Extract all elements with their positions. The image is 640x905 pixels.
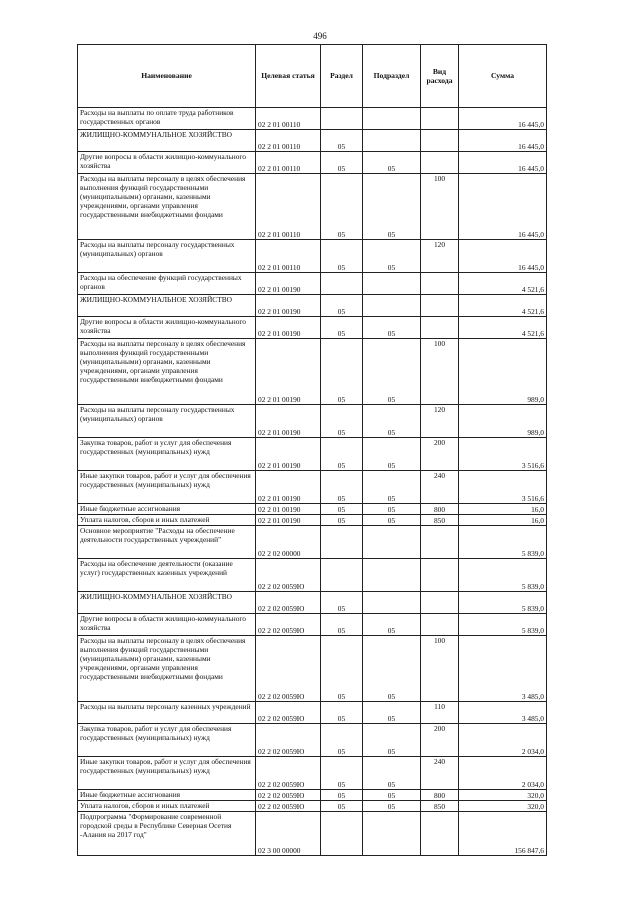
cell-kind: 200 bbox=[421, 724, 459, 757]
cell-kind bbox=[421, 614, 459, 636]
cell-article: 02 2 02 0059Ю bbox=[256, 790, 321, 801]
cell-subsection: 05 bbox=[363, 240, 421, 273]
cell-section: 05 bbox=[321, 724, 363, 757]
cell-kind: 100 bbox=[421, 636, 459, 702]
cell-section bbox=[321, 812, 363, 856]
cell-sum: 4 521,6 bbox=[459, 317, 547, 339]
cell-subsection bbox=[363, 130, 421, 152]
cell-subsection: 05 bbox=[363, 438, 421, 471]
cell-sum: 16 445,0 bbox=[459, 108, 547, 130]
cell-section: 05 bbox=[321, 504, 363, 515]
cell-sum: 2 034,0 bbox=[459, 757, 547, 790]
cell-name: Другие вопросы в области жилищно-коммунального хозяйства bbox=[78, 317, 256, 339]
cell-article: 02 2 02 0059Ю bbox=[256, 724, 321, 757]
table-row bbox=[78, 504, 547, 515]
cell-section: 05 bbox=[321, 174, 363, 240]
cell-sum: 3 485,0 bbox=[459, 636, 547, 702]
cell-subsection bbox=[363, 592, 421, 614]
cell-name: Расходы на выплаты персоналу в целях обеспечения выполнения функций государственными (муниципальными) органами, казенными учреждениями, органами управления государственными внебюджетными фондами bbox=[78, 174, 256, 240]
cell-sum: 16 445,0 bbox=[459, 174, 547, 240]
cell-name: Расходы на обеспечение функций государственных органов bbox=[78, 273, 256, 295]
cell-name: Другие вопросы в области жилищно-коммунального хозяйства bbox=[78, 152, 256, 174]
cell-name: Уплата налогов, сборов и иных платежей bbox=[78, 515, 256, 526]
cell-article: 02 2 02 0059Ю bbox=[256, 592, 321, 614]
cell-subsection: 05 bbox=[363, 801, 421, 812]
cell-article: 02 2 01 00110 bbox=[256, 108, 321, 130]
cell-article: 02 2 01 00110 bbox=[256, 174, 321, 240]
table-row bbox=[78, 405, 547, 438]
cell-kind: 120 bbox=[421, 240, 459, 273]
cell-name: Расходы на выплаты персоналу государственных (муниципальных) органов bbox=[78, 405, 256, 438]
header-sum: Сумма bbox=[459, 45, 547, 108]
cell-name: Закупка товаров, работ и услуг для обеспечения государственных (муниципальных) нужд bbox=[78, 438, 256, 471]
cell-sum: 3 485,0 bbox=[459, 702, 547, 724]
cell-sum: 16,0 bbox=[459, 515, 547, 526]
cell-kind: 850 bbox=[421, 801, 459, 812]
cell-article: 02 2 02 0059Ю bbox=[256, 702, 321, 724]
header-section: Раздел bbox=[321, 45, 363, 108]
cell-kind: 100 bbox=[421, 339, 459, 405]
cell-name: Основное мероприятие "Расходы на обеспечение деятельности государственных учреждений" bbox=[78, 526, 256, 559]
table-row bbox=[78, 801, 547, 812]
cell-name: ЖИЛИЩНО-КОММУНАЛЬНОЕ ХОЗЯЙСТВО bbox=[78, 130, 256, 152]
table-row bbox=[78, 317, 547, 339]
cell-article: 02 2 01 00190 bbox=[256, 515, 321, 526]
cell-sum: 16,0 bbox=[459, 504, 547, 515]
cell-sum: 4 521,6 bbox=[459, 295, 547, 317]
cell-article: 02 2 01 00190 bbox=[256, 317, 321, 339]
cell-name: Подпрограмма "Формирование современной городской среды в Республике Северная Осетия -Алания на 2017 год" bbox=[78, 812, 256, 856]
cell-sum: 3 516,6 bbox=[459, 438, 547, 471]
cell-kind bbox=[421, 295, 459, 317]
cell-sum: 5 839,0 bbox=[459, 559, 547, 592]
cell-article: 02 3 00 00000 bbox=[256, 812, 321, 856]
cell-name: Расходы на выплаты персоналу казенных учреждений bbox=[78, 702, 256, 724]
page-number: 496 bbox=[313, 31, 327, 41]
cell-name: Расходы на выплаты персоналу государственных (муниципальных) органов bbox=[78, 240, 256, 273]
cell-kind: 240 bbox=[421, 471, 459, 504]
cell-sum: 156 847,6 bbox=[459, 812, 547, 856]
table-row bbox=[78, 130, 547, 152]
cell-article: 02 2 02 0059Ю bbox=[256, 614, 321, 636]
header-kind: Вид расхода bbox=[421, 45, 459, 108]
cell-section: 05 bbox=[321, 438, 363, 471]
cell-section: 05 bbox=[321, 317, 363, 339]
table-row bbox=[78, 438, 547, 471]
cell-article: 02 2 02 0059Ю bbox=[256, 801, 321, 812]
cell-section: 05 bbox=[321, 790, 363, 801]
cell-subsection: 05 bbox=[363, 152, 421, 174]
table-row bbox=[78, 702, 547, 724]
cell-name: Уплата налогов, сборов и иных платежей bbox=[78, 801, 256, 812]
cell-article: 02 2 02 00000 bbox=[256, 526, 321, 559]
table-row bbox=[78, 636, 547, 702]
cell-subsection: 05 bbox=[363, 317, 421, 339]
cell-name: Закупка товаров, работ и услуг для обеспечения государственных (муниципальных) нужд bbox=[78, 724, 256, 757]
cell-kind bbox=[421, 130, 459, 152]
cell-section: 05 bbox=[321, 757, 363, 790]
cell-section: 05 bbox=[321, 592, 363, 614]
table-row bbox=[78, 108, 547, 130]
cell-subsection bbox=[363, 526, 421, 559]
cell-kind bbox=[421, 108, 459, 130]
table-row bbox=[78, 757, 547, 790]
cell-kind bbox=[421, 812, 459, 856]
cell-kind bbox=[421, 273, 459, 295]
cell-article: 02 2 01 00110 bbox=[256, 240, 321, 273]
cell-kind: 200 bbox=[421, 438, 459, 471]
cell-article: 02 2 02 0059Ю bbox=[256, 559, 321, 592]
cell-article: 02 2 01 00190 bbox=[256, 295, 321, 317]
table-row bbox=[78, 174, 547, 240]
cell-sum: 3 516,6 bbox=[459, 471, 547, 504]
table-row bbox=[78, 295, 547, 317]
cell-kind: 850 bbox=[421, 515, 459, 526]
header-name: Наименование bbox=[78, 45, 256, 108]
cell-section bbox=[321, 108, 363, 130]
cell-section: 05 bbox=[321, 152, 363, 174]
table-row bbox=[78, 559, 547, 592]
cell-sum: 16 445,0 bbox=[459, 240, 547, 273]
cell-subsection: 05 bbox=[363, 339, 421, 405]
table-row bbox=[78, 526, 547, 559]
cell-name: Расходы на обеспечение деятельности (оказание услуг) государственных казенных учреждений bbox=[78, 559, 256, 592]
cell-name: ЖИЛИЩНО-КОММУНАЛЬНОЕ ХОЗЯЙСТВО bbox=[78, 592, 256, 614]
cell-subsection bbox=[363, 559, 421, 592]
cell-sum: 5 839,0 bbox=[459, 526, 547, 559]
cell-name: ЖИЛИЩНО-КОММУНАЛЬНОЕ ХОЗЯЙСТВО bbox=[78, 295, 256, 317]
cell-section: 05 bbox=[321, 636, 363, 702]
cell-section: 05 bbox=[321, 405, 363, 438]
cell-article: 02 2 02 0059Ю bbox=[256, 636, 321, 702]
cell-sum: 5 839,0 bbox=[459, 592, 547, 614]
cell-kind bbox=[421, 559, 459, 592]
cell-subsection: 05 bbox=[363, 405, 421, 438]
cell-subsection: 05 bbox=[363, 174, 421, 240]
cell-subsection: 05 bbox=[363, 614, 421, 636]
cell-name: Расходы на выплаты персоналу в целях обеспечения выполнения функций государственными (муниципальными) органами, казенными учреждениями, органами управления государственными внебюджетными фондами bbox=[78, 636, 256, 702]
cell-sum: 989,0 bbox=[459, 339, 547, 405]
cell-subsection bbox=[363, 812, 421, 856]
table-row bbox=[78, 240, 547, 273]
cell-section bbox=[321, 273, 363, 295]
cell-name: Расходы на выплаты персоналу в целях обеспечения выполнения функций государственными (муниципальными) органами, казенными учреждениями, органами управления государственными внебюджетными фондами bbox=[78, 339, 256, 405]
cell-section: 05 bbox=[321, 614, 363, 636]
cell-kind bbox=[421, 317, 459, 339]
header-subsection: Подраздел bbox=[363, 45, 421, 108]
cell-article: 02 2 01 00190 bbox=[256, 273, 321, 295]
cell-kind bbox=[421, 592, 459, 614]
table-row bbox=[78, 273, 547, 295]
cell-article: 02 2 01 00110 bbox=[256, 130, 321, 152]
cell-sum: 16 445,0 bbox=[459, 152, 547, 174]
table-row bbox=[78, 152, 547, 174]
cell-name: Другие вопросы в области жилищно-коммунального хозяйства bbox=[78, 614, 256, 636]
header-article: Целевая статья bbox=[256, 45, 321, 108]
cell-article: 02 2 01 00190 bbox=[256, 504, 321, 515]
table-row bbox=[78, 471, 547, 504]
cell-article: 02 2 01 00190 bbox=[256, 471, 321, 504]
cell-subsection: 05 bbox=[363, 790, 421, 801]
cell-name: Иные бюджетные ассигнования bbox=[78, 504, 256, 515]
cell-subsection: 05 bbox=[363, 702, 421, 724]
cell-article: 02 2 02 0059Ю bbox=[256, 757, 321, 790]
cell-sum: 16 445,0 bbox=[459, 130, 547, 152]
cell-sum: 4 521,6 bbox=[459, 273, 547, 295]
cell-article: 02 2 01 00190 bbox=[256, 339, 321, 405]
cell-section bbox=[321, 526, 363, 559]
cell-article: 02 2 01 00190 bbox=[256, 405, 321, 438]
table-row bbox=[78, 592, 547, 614]
cell-name: Иные бюджетные ассигнования bbox=[78, 790, 256, 801]
cell-sum: 320,0 bbox=[459, 790, 547, 801]
cell-subsection: 05 bbox=[363, 724, 421, 757]
cell-section: 05 bbox=[321, 515, 363, 526]
cell-subsection bbox=[363, 295, 421, 317]
table-header-row bbox=[78, 45, 547, 108]
table-row bbox=[78, 790, 547, 801]
cell-kind: 100 bbox=[421, 174, 459, 240]
cell-section bbox=[321, 559, 363, 592]
cell-article: 02 2 01 00110 bbox=[256, 152, 321, 174]
table-row bbox=[78, 339, 547, 405]
cell-sum: 2 034,0 bbox=[459, 724, 547, 757]
cell-name: Иные закупки товаров, работ и услуг для обеспечения государственных (муниципальных) нужд bbox=[78, 471, 256, 504]
table-row bbox=[78, 812, 547, 856]
cell-subsection: 05 bbox=[363, 504, 421, 515]
budget-table bbox=[77, 44, 547, 856]
cell-subsection: 05 bbox=[363, 757, 421, 790]
cell-kind: 110 bbox=[421, 702, 459, 724]
cell-kind bbox=[421, 526, 459, 559]
cell-section: 05 bbox=[321, 471, 363, 504]
cell-subsection: 05 bbox=[363, 471, 421, 504]
cell-section: 05 bbox=[321, 130, 363, 152]
cell-sum: 989,0 bbox=[459, 405, 547, 438]
cell-section: 05 bbox=[321, 801, 363, 812]
cell-subsection: 05 bbox=[363, 515, 421, 526]
cell-kind: 120 bbox=[421, 405, 459, 438]
table-row bbox=[78, 724, 547, 757]
cell-sum: 320,0 bbox=[459, 801, 547, 812]
cell-kind: 800 bbox=[421, 790, 459, 801]
cell-section: 05 bbox=[321, 295, 363, 317]
cell-kind: 240 bbox=[421, 757, 459, 790]
cell-kind: 800 bbox=[421, 504, 459, 515]
cell-article: 02 2 01 00190 bbox=[256, 438, 321, 471]
cell-subsection bbox=[363, 108, 421, 130]
cell-subsection bbox=[363, 273, 421, 295]
cell-subsection: 05 bbox=[363, 636, 421, 702]
cell-name: Расходы на выплаты по оплате труда работников государственных органов bbox=[78, 108, 256, 130]
table-row bbox=[78, 515, 547, 526]
cell-section: 05 bbox=[321, 702, 363, 724]
cell-name: Иные закупки товаров, работ и услуг для обеспечения государственных (муниципальных) нужд bbox=[78, 757, 256, 790]
cell-section: 05 bbox=[321, 339, 363, 405]
cell-sum: 5 839,0 bbox=[459, 614, 547, 636]
cell-kind bbox=[421, 152, 459, 174]
cell-section: 05 bbox=[321, 240, 363, 273]
table-row bbox=[78, 614, 547, 636]
